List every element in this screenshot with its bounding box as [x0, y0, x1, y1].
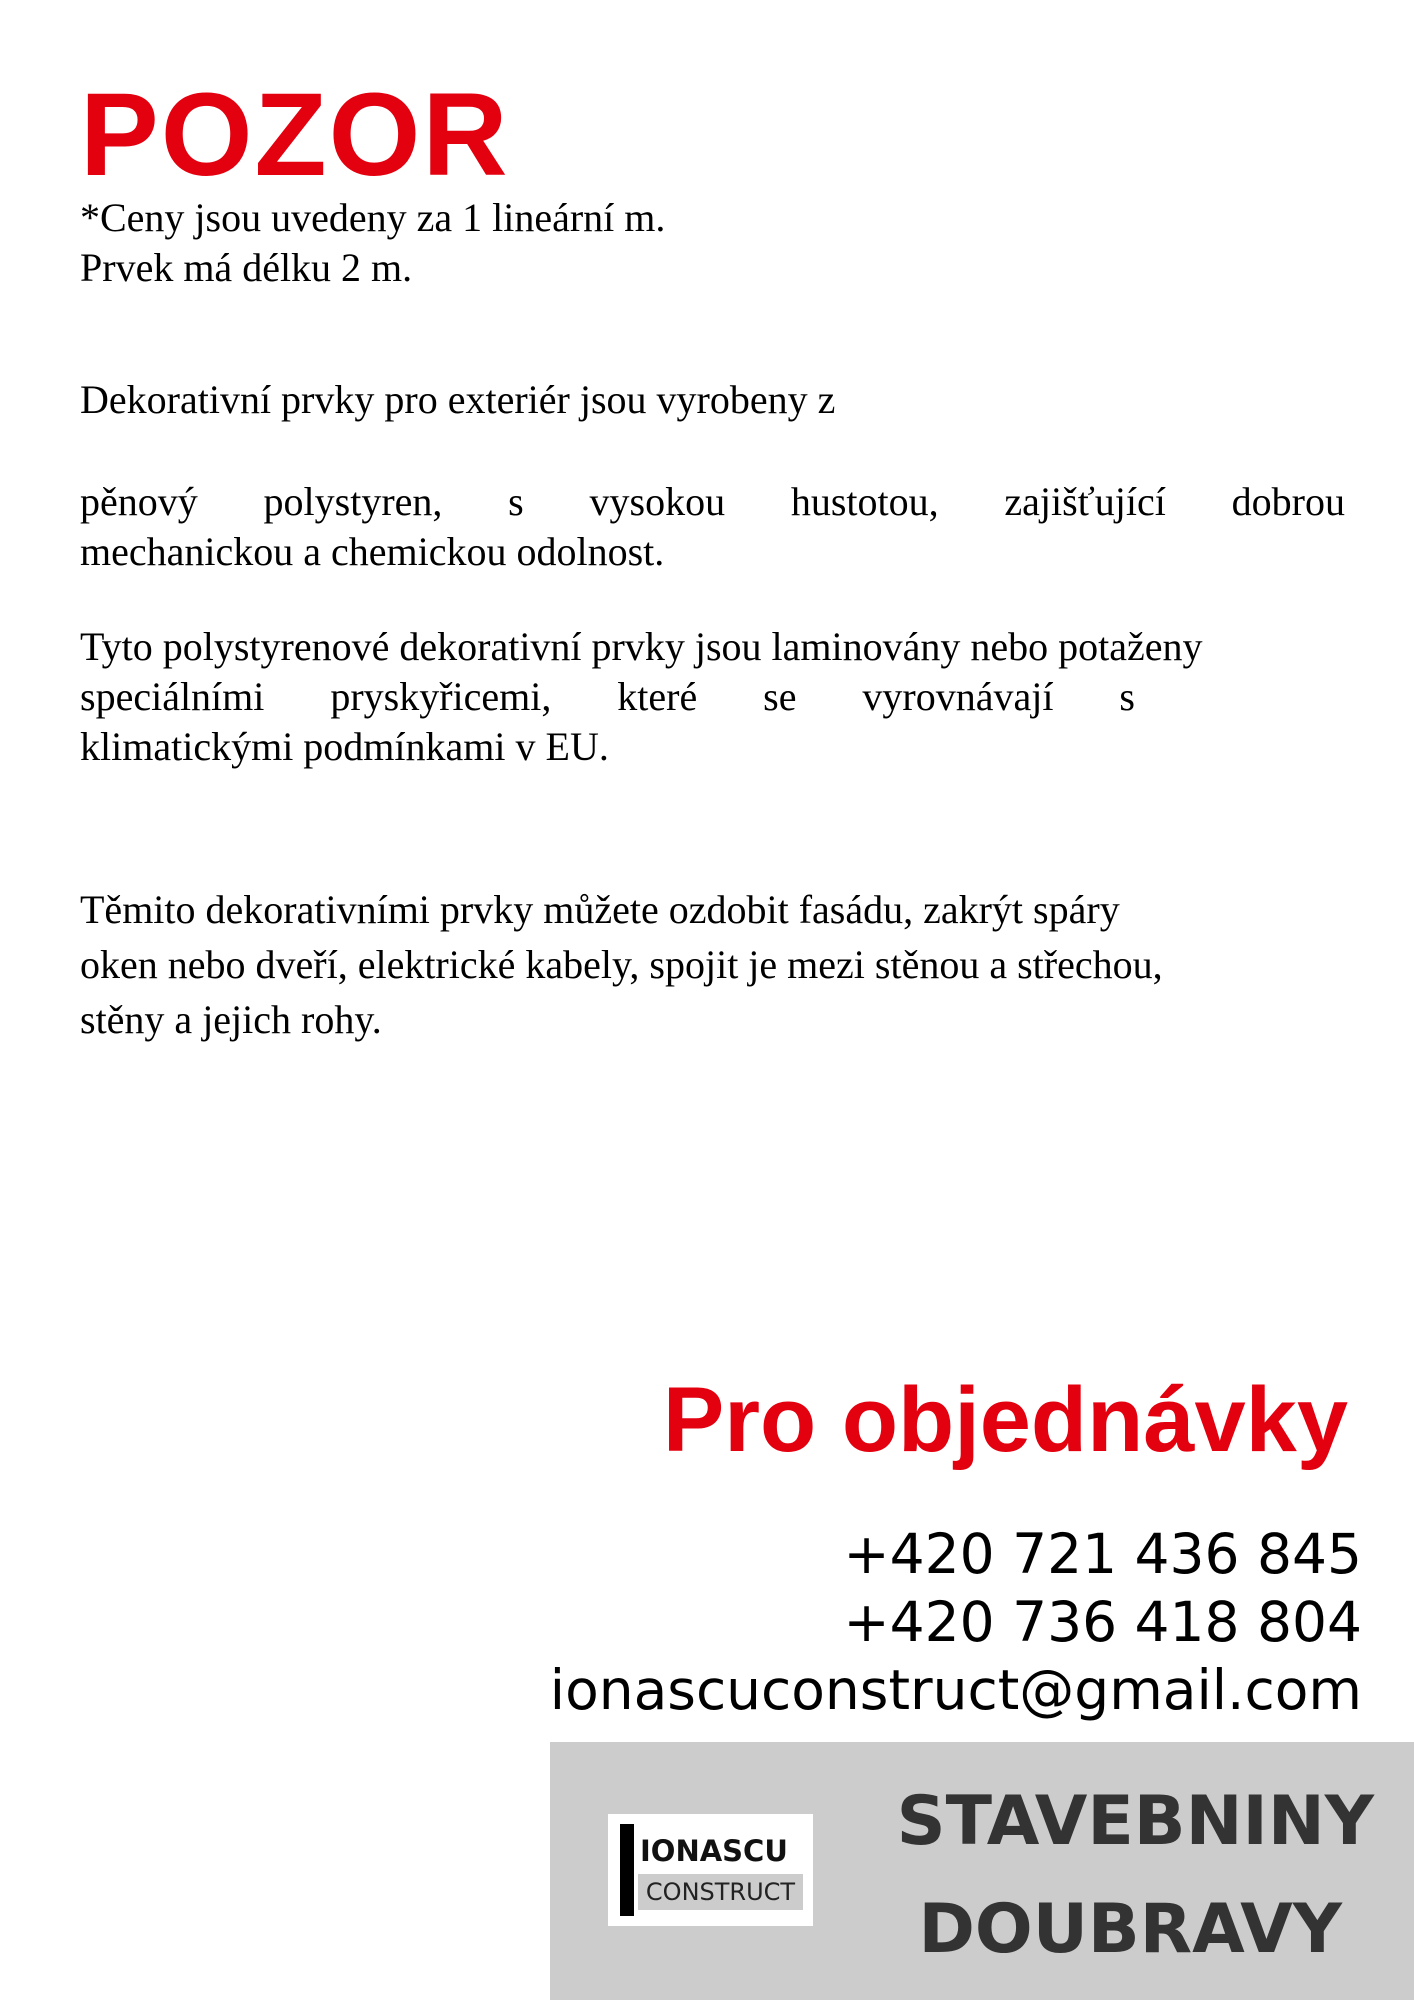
paragraph-polystyrene-line-2: mechanickou a chemickou odolnost. [80, 529, 665, 574]
footer-banner [550, 1742, 1414, 2000]
store-name-line-2: DOUBRAVY [918, 1890, 1342, 1969]
phone-number-1[interactable]: +420 721 436 845 [843, 1522, 1362, 1586]
store-name-line-1: STAVEBNINY [896, 1782, 1374, 1861]
paragraph-usage-line-1: Těmito dekorativními prvky můžete ozdobit fasádu, zakrýt spáry [80, 887, 1120, 932]
paragraph-material-intro-text: Dekorativní prvky pro exteriér jsou vyrobeny z [80, 377, 836, 422]
logo-bracket [620, 1824, 634, 1916]
paragraph-usage-line-3: stěny a jejich rohy. [80, 997, 382, 1042]
page-title: POZOR [80, 69, 510, 201]
paragraph-resins-line-1: Tyto polystyrenové dekorativní prvky jsou laminovány nebo potaženy [80, 624, 1203, 669]
logo-text-construct: CONSTRUCT [638, 1874, 803, 1910]
price-note-line-2: Prvek má délku 2 m. [80, 245, 413, 290]
paragraph-resins [80, 622, 1350, 772]
paragraph-resins-line-2: speciálními pryskyřicemi, které se vyrovnávají s [80, 674, 1135, 719]
logo-text-ionascu: IONASCU [640, 1834, 788, 1868]
paragraph-usage [80, 882, 1350, 1047]
paragraph-material-intro [80, 375, 1180, 425]
price-note [80, 193, 1180, 293]
paragraph-polystyrene [80, 477, 1345, 577]
company-logo [608, 1814, 813, 1926]
orders-heading: Pro objednávky [662, 1369, 1348, 1471]
price-note-line-1: *Ceny jsou uvedeny za 1 lineární m. [80, 195, 666, 240]
email-address[interactable]: ionascuconstruct@gmail.com [549, 1658, 1362, 1722]
phone-number-2[interactable]: +420 736 418 804 [843, 1590, 1362, 1654]
paragraph-polystyrene-line-1: pěnový polystyren, s vysokou hustotou, zajišťující dobrou [80, 479, 1345, 524]
paragraph-usage-line-2: oken nebo dveří, elektrické kabely, spojit je mezi stěnou a střechou, [80, 942, 1163, 987]
paragraph-resins-line-3: klimatickými podmínkami v EU. [80, 724, 609, 769]
